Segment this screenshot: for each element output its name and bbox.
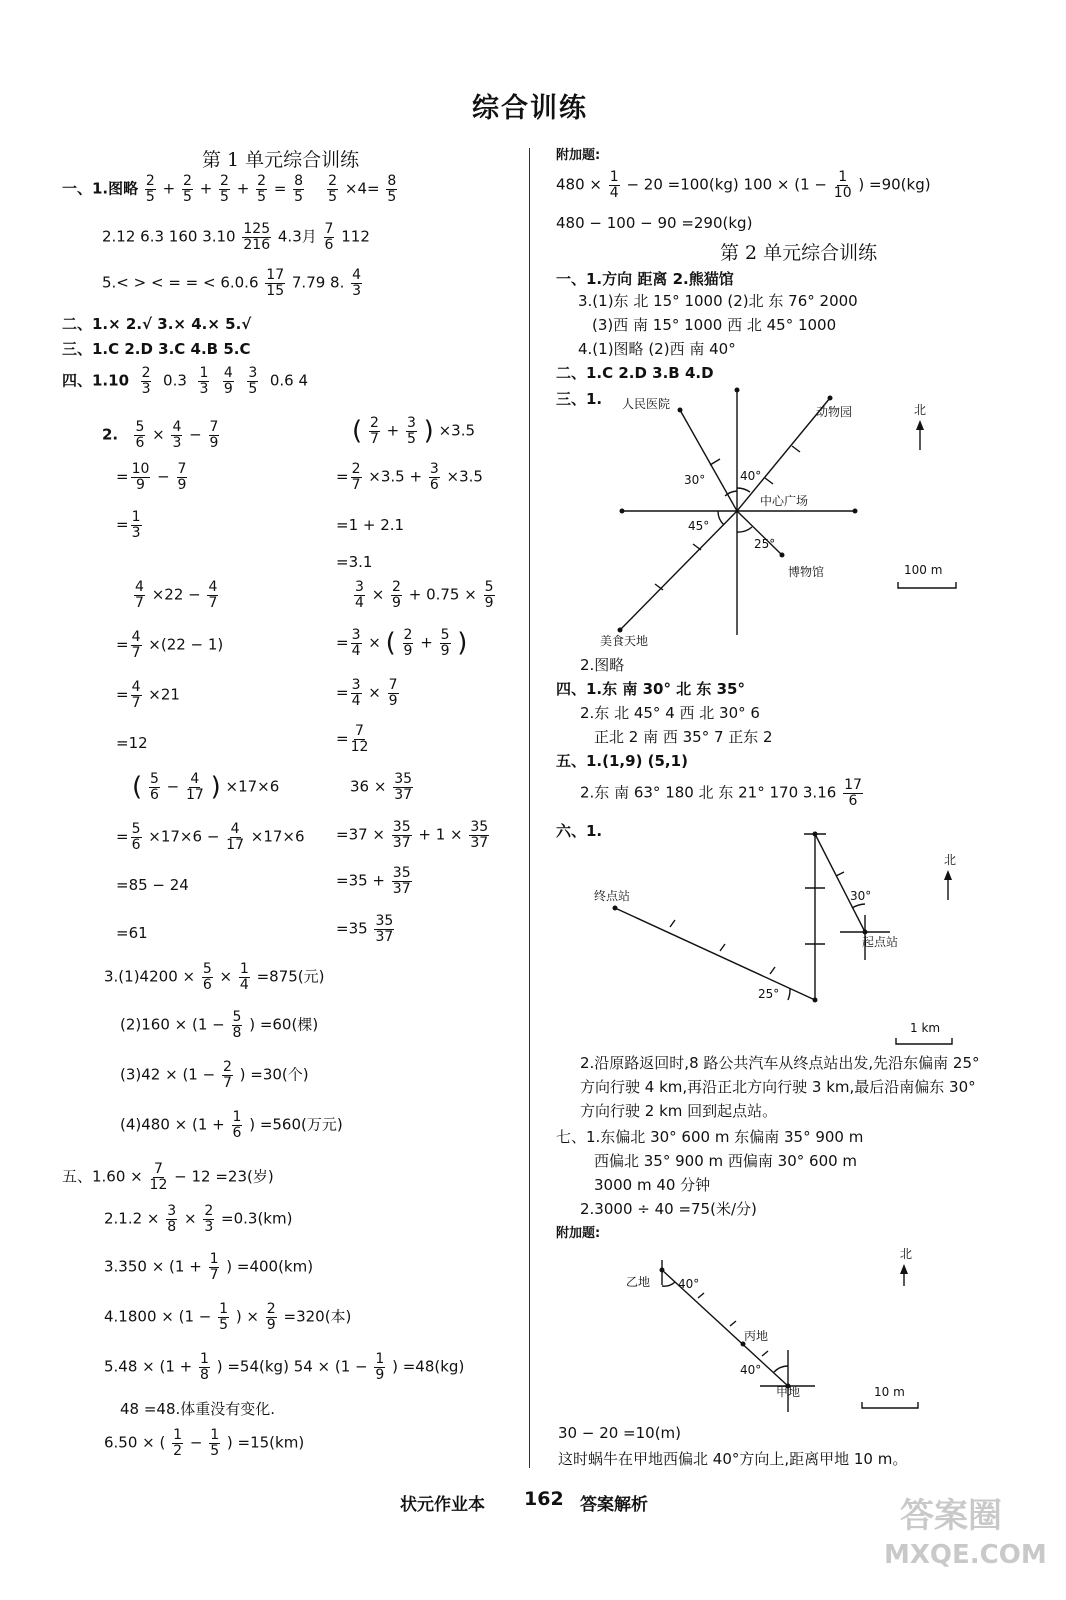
u2-line10: 正北 2 南 西 35° 7 正东 2 bbox=[594, 728, 773, 746]
q3-l2: (2)160 × (1 − $\frac{5}{8}$ ) =60(棵) bbox=[120, 1009, 319, 1041]
map1-food-label: 美食天地 bbox=[600, 634, 649, 648]
calc-e2: = $\frac{5}{6}$ ×17×6 − $\frac{4}{17}$ ×17×6 bbox=[116, 821, 305, 853]
u2-line15a: 七、1.东偏北 30° 600 m 东偏南 35° 900 m bbox=[556, 1128, 864, 1146]
unit1-s1-q1: 一、1.图略 $\frac{2}{5}$ + $\frac{2}{5}$ + $\frac{2}{5}$ + $\frac{2}{5}$ = $\frac{8}{5}$ $\frac{2}{5}$ ×4= $\frac{8}{5}$ bbox=[62, 173, 397, 205]
calc-b2: = $\frac{2}{7}$ ×3.5 + $\frac{3}{6}$ ×3.5 bbox=[336, 461, 483, 493]
s5-l2: 2.1.2 × $\frac{3}{8}$ × $\frac{2}{3}$ =0.3(km) bbox=[104, 1203, 293, 1235]
q3-l3: (3)42 × (1 − $\frac{2}{7}$ ) =30(个) bbox=[120, 1059, 309, 1091]
calc-e3: =85 − 24 bbox=[116, 876, 189, 894]
map3-angle-40a: 40° bbox=[678, 1277, 700, 1291]
map2-scale-bar bbox=[896, 1038, 952, 1044]
map1-center-label: 中心广场 bbox=[760, 494, 809, 508]
u2-line1: 一、1.方向 距离 2.熊猫馆 bbox=[556, 270, 734, 288]
u2-line4: 4.(1)图略 (2)西 南 40° bbox=[578, 340, 736, 358]
map2-angle-30: 30° bbox=[850, 889, 872, 903]
u2-line15c: 3000 m 40 分钟 bbox=[594, 1176, 711, 1194]
map1-line-food bbox=[620, 511, 737, 630]
calc-c2: = $\frac{4}{7}$ ×(22 − 1) bbox=[116, 629, 224, 661]
calc-d4: = $\frac{7}{12}$ bbox=[336, 723, 369, 755]
s5-l3: 3.350 × (1 + $\frac{1}{7}$ ) =400(km) bbox=[104, 1251, 314, 1283]
map2-angle-25: 25° bbox=[758, 987, 780, 1001]
u2-line5: 二、1.C 2.D 3.B 4.D bbox=[556, 364, 714, 382]
map2-north-arrow-icon bbox=[944, 870, 952, 880]
calc-e1: ( $\frac{5}{6}$ − $\frac{4}{17}$ ) ×17×6 bbox=[132, 771, 280, 803]
map1-angle-30: 30° bbox=[684, 473, 706, 487]
watermark-url: MXQE.COM bbox=[884, 1540, 1047, 1570]
watermark-logo: 答案圈 bbox=[900, 1496, 1002, 1536]
calc-g2: =37 × $\frac{35}{37}$ + 1 × $\frac{35}{37}$ bbox=[336, 819, 489, 851]
calc-d2: = $\frac{3}{4}$ × ( $\frac{2}{9}$ + $\frac{5}{9}$ ) bbox=[336, 627, 468, 659]
map2-route-end bbox=[615, 908, 815, 1000]
extra2-label: 附加题: bbox=[556, 1226, 601, 1241]
map1-north-arrow-icon bbox=[916, 420, 924, 430]
map1-scale-label: 100 m bbox=[904, 563, 943, 577]
u2-line14b: 方向行驶 4 km,再沿正北方向行驶 3 km,最后沿南偏东 30° bbox=[580, 1078, 976, 1096]
calc-c4: =12 bbox=[116, 734, 148, 752]
map2-end-label: 终点站 bbox=[594, 889, 631, 903]
calc-a3: = $\frac{1}{3}$ bbox=[116, 509, 141, 541]
map2-scale-label: 1 km bbox=[910, 1021, 941, 1035]
map3-north-label: 北 bbox=[900, 1247, 913, 1261]
map1-north-label: 北 bbox=[914, 403, 927, 417]
calc-d1: $\frac{3}{4}$ × $\frac{2}{9}$ + 0.75 × $\frac{5}{9}$ bbox=[355, 579, 494, 611]
s5-l7: 6.50 × ( $\frac{1}{2}$ − $\frac{1}{5}$ ) =15(km) bbox=[104, 1427, 305, 1459]
map1-line-hospital bbox=[680, 410, 737, 511]
q3-l4: (4)480 × (1 + $\frac{1}{6}$ ) =560(万元) bbox=[120, 1109, 343, 1141]
calc-g3: =35 + $\frac{35}{37}$ bbox=[336, 865, 411, 897]
calc-e4: =61 bbox=[116, 924, 148, 942]
map1-scale-bar bbox=[898, 582, 956, 588]
calc-b4: =3.1 bbox=[336, 553, 373, 571]
unit1-heading: 第 1 单元综合训练 bbox=[202, 149, 360, 171]
map3-yi-label: 乙地 bbox=[626, 1275, 651, 1289]
map1-angle-25: 25° bbox=[754, 537, 776, 551]
map2-north-label: 北 bbox=[944, 853, 957, 867]
footer-section-name: 答案解析 bbox=[580, 1495, 648, 1515]
map1-angle-45: 45° bbox=[688, 519, 710, 533]
calc-g1: 36 × $\frac{35}{37}$ bbox=[350, 771, 413, 803]
calc-d3: = $\frac{3}{4}$ × $\frac{7}{9}$ bbox=[336, 677, 398, 709]
extra-line1: 480 × $\frac{1}{4}$ − 20 =100(kg) 100 × (1 − $\frac{1}{10}$ ) =90(kg) bbox=[556, 169, 931, 201]
calc-c1: $\frac{4}{7}$ ×22 − $\frac{4}{7}$ bbox=[135, 579, 218, 611]
map3-angle-40b: 40° bbox=[740, 1363, 762, 1377]
calc-a2: = $\frac{10}{9}$ − $\frac{7}{9}$ bbox=[116, 461, 187, 493]
u2-line11: 五、1.(1,9) (5,1) bbox=[556, 752, 688, 770]
u2-line14c: 方向行驶 2 km 回到起点站。 bbox=[580, 1102, 778, 1120]
map3-scale-label: 10 m bbox=[874, 1385, 905, 1399]
extra-label: 附加题: bbox=[556, 148, 601, 163]
page-title: 综合训练 bbox=[472, 93, 588, 124]
unit1-s4-q1: 四、1.10 $\frac{2}{3}$ 0.3 $\frac{1}{3}$ $\frac{4}{9}$ $\frac{3}{5}$ 0.6 4 bbox=[62, 365, 309, 397]
unit2-heading: 第 2 单元综合训练 bbox=[720, 242, 878, 264]
q3-l1: 3.(1)4200 × $\frac{5}{6}$ × $\frac{1}{4}$ =875(元) bbox=[104, 961, 325, 993]
map3-scale-bar bbox=[862, 1402, 918, 1408]
u2-line7: 2.图略 bbox=[580, 656, 625, 674]
extra-line2: 480 − 100 − 90 =290(kg) bbox=[556, 214, 753, 232]
direction-map-2 bbox=[560, 820, 980, 1050]
map1-hospital-label: 人民医院 bbox=[622, 397, 671, 411]
unit1-s1-q2: 2.12 6.3 160 3.10 $\frac{125}{216}$ 4.3月 $\frac{7}{6}$ 112 bbox=[102, 221, 370, 253]
u2-line8: 四、1.东 南 30° 北 东 35° bbox=[556, 680, 745, 698]
direction-map-3 bbox=[600, 1240, 980, 1420]
unit1-s1-q5: 5.< > < = = < 6.0.6 $\frac{17}{15}$ 7.79 8. $\frac{4}{3}$ bbox=[102, 267, 362, 299]
u2-line18: 这时蜗牛在甲地西偏北 40°方向上,距离甲地 10 m。 bbox=[558, 1450, 908, 1468]
column-divider bbox=[529, 148, 530, 1468]
calc-a1: 2. $\frac{5}{6}$ × $\frac{4}{3}$ − $\frac{7}{9}$ bbox=[102, 419, 219, 451]
s5-l1: 五、1.60 × $\frac{7}{12}$ − 12 =23(岁) bbox=[62, 1161, 274, 1193]
map3-jia-label: 甲地 bbox=[776, 1385, 801, 1399]
calc-b1: ( $\frac{2}{7}$ + $\frac{3}{5}$ ) ×3.5 bbox=[352, 415, 476, 447]
map3-bing-label: 丙地 bbox=[744, 1329, 769, 1343]
u2-line17: 30 − 20 =10(m) bbox=[558, 1424, 682, 1442]
map1-museum-label: 博物馆 bbox=[788, 565, 825, 579]
u2-line12: 2.东 南 63° 180 北 东 21° 170 3.16 $\frac{17}{6}$ bbox=[580, 777, 862, 809]
map2-route-start bbox=[815, 834, 865, 932]
s5-l5: 5.48 × (1 + $\frac{1}{8}$ ) =54(kg) 54 × (1 − $\frac{1}{9}$ ) =48(kg) bbox=[104, 1351, 465, 1383]
direction-map-1 bbox=[560, 380, 980, 650]
calc-g4: =35 $\frac{35}{37}$ bbox=[336, 913, 394, 945]
u2-line9: 2.东 北 45° 4 西 北 30° 6 bbox=[580, 704, 760, 722]
u2-line3: (3)西 南 15° 1000 西 北 45° 1000 bbox=[592, 316, 837, 334]
u2-line14a: 2.沿原路返回时,8 路公共汽车从终点站出发,先沿东偏南 25° bbox=[580, 1054, 980, 1072]
map3-north-arrow-icon bbox=[900, 1264, 908, 1274]
map1-angle-40: 40° bbox=[740, 469, 762, 483]
map2-start-label: 起点站 bbox=[862, 935, 899, 949]
u2-line16: 2.3000 ÷ 40 =75(米/分) bbox=[580, 1200, 757, 1218]
u2-line13: 六、1. bbox=[556, 822, 603, 840]
map1-zoo-label: 动物园 bbox=[816, 405, 853, 419]
u2-line2: 3.(1)东 北 15° 1000 (2)北 东 76° 2000 bbox=[578, 292, 858, 310]
u2-line15b: 西偏北 35° 900 m 西偏南 30° 600 m bbox=[594, 1152, 858, 1170]
unit1-s2: 二、1.× 2.√ 3.× 4.× 5.√ bbox=[62, 315, 252, 333]
unit1-s3: 三、1.C 2.D 3.C 4.B 5.C bbox=[62, 340, 251, 358]
s5-l4: 4.1800 × (1 − $\frac{1}{5}$ ) × $\frac{2}{9}$ =320(本) bbox=[104, 1301, 352, 1333]
u2-line6: 三、1. bbox=[556, 390, 603, 408]
calc-b3: =1 + 2.1 bbox=[336, 516, 405, 534]
footer-page-number: 162 bbox=[524, 1488, 564, 1510]
s5-l6: 48 =48.体重没有变化. bbox=[120, 1400, 276, 1418]
calc-c3: = $\frac{4}{7}$ ×21 bbox=[116, 679, 180, 711]
footer-book-name: 状元作业本 bbox=[400, 1495, 485, 1515]
